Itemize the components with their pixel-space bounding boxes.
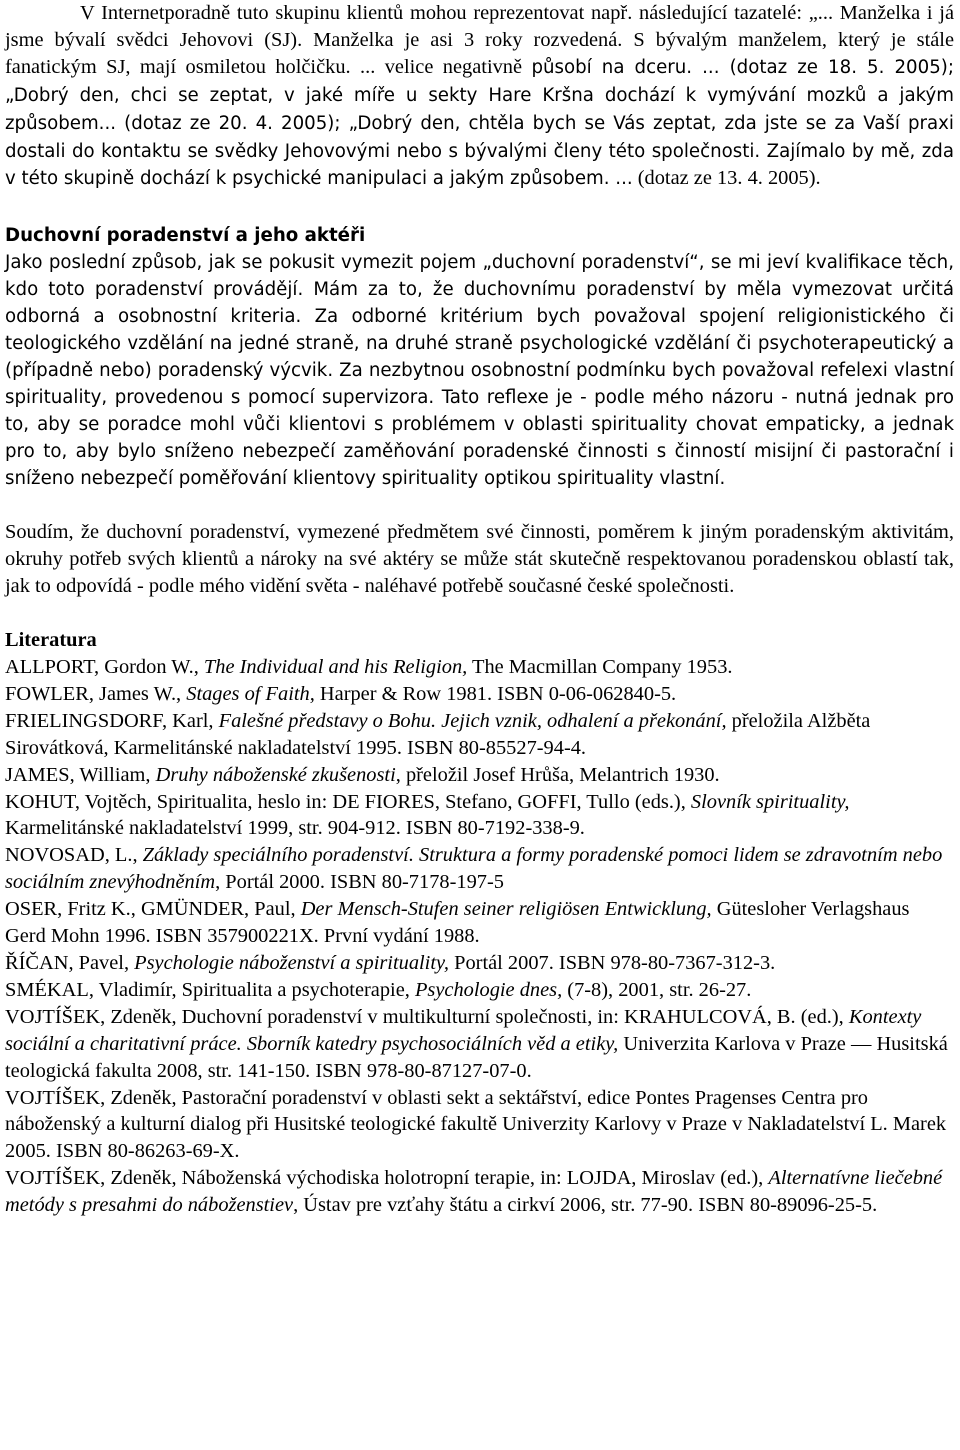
spacer	[5, 193, 954, 223]
reference-title: Druhy náboženské zkušenosti	[155, 763, 396, 786]
reference-details: Portál 2007. ISBN 978-80-7367-312-3.	[449, 952, 776, 974]
reference-authors: ŘÍČAN, Pavel,	[5, 952, 135, 974]
reference-authors: VOJTÍŠEK, Zdeněk, Duchovní poradenství v multikulturní společnosti, in: KRAHULCOVÁ, B. (ed.),	[5, 1005, 849, 1028]
reference-details: Gütesloher Verlagshaus Gerd Mohn 1996. ISBN 357900221X. První vydání 1988.	[5, 898, 910, 948]
reference-title: Základy speciálního poradenství. Struktura a formy poradenské pomoci lidem se zdravotním nebo sociálním znevýhodněním	[5, 844, 943, 894]
reference-title: Psychologie náboženství a spirituality,	[134, 952, 450, 974]
reference-details: , přeložil Josef Hrůša, Melantrich 1930.	[395, 763, 720, 786]
reference-item	[5, 896, 954, 950]
reference-authors: VOJTÍŠEK, Zdeněk, Náboženská východiska holotropní terapie, in: LOJDA, Miroslav (ed.),	[5, 1167, 769, 1190]
section-paragraph-2-text: Soudím, že duchovní poradenství, vymezené předmětem své činnosti, poměrem k jiným poradenským aktivitám, okruhy potřeb svých klientů a nároky na své aktéry se může stát skutečně respektovanou poradenskou oblastí tak, jak to odpovídá - podle mého vidění světa - naléhavé potřebě současné české společnosti.	[5, 521, 954, 598]
reference-title: Psychologie dnes,	[414, 978, 563, 1001]
intro-part-4: (dotaz ze 20. 4. 2005); „Dobrý den, chtěla bych se Vás zeptat, zda jste se za Vaší praxi dostali do kontaktu se svědky Jehovovými nebo s bývalými členy této společnosti. Zajímalo by mě, zda v této skupině dochází k psychické manipulaci a jakým způsobem. ...	[5, 112, 954, 190]
reference-item	[5, 789, 954, 843]
reference-item	[5, 977, 954, 1004]
reference-title: Kontexty sociální a charitativní práce. Sborník katedry psychosociálních věd a etiky,	[5, 1005, 922, 1055]
intro-part-2: působí na dceru. ...	[531, 56, 720, 78]
intro-paragraph	[5, 0, 954, 193]
reference-item	[5, 1165, 954, 1219]
section-paragraph-1-text: Jako poslední způsob, jak se pokusit vymezit pojem „duchovní poradenství“, se mi jeví kvalifikace těch, kdo toto poradenství provádějí. Mám za to, že duchovnímu poradenství by měla vymezovat určitá odborná a osobnostní kriteria. Za odborné kritérium bych považoval spojení religionistického či teologického vzdělání na jedné straně, na druhé straně psychologické vzdělání či psychoterapeutický a (případně nebo) poradenský výcvik. Za nezbytnou osobnostní podmínku bych považoval refelexi vlastní spirituality, provedenou s pomocí supervizora. Tato reflexe je - podle mého názoru - nutná jednak pro to, aby se poradce mohl vůči klientovi s problémem v oblasti spirituality chovat empaticky, a jednak pro to, aby bylo sníženo nebezpečí zaměňování poradenské činnosti s činností misijní či pastorační i sníženo nebezpečí poměřování klientovy spirituality optikou spirituality vlastní.	[5, 252, 954, 489]
reference-authors: VOJTÍŠEK, Zdeněk, Pastorační poradenství v oblasti sekt a sektářství, edice Pontes Pragenses Centra pro náboženský a kulturní dialog při Husitské teologické fakultě Univerzity Karlovy v Praze v Nakladatelství L. Marek 2005. ISBN 80-86263-69-X.	[5, 1086, 947, 1163]
spacer	[5, 492, 954, 519]
reference-title: Alternatívne liečebné metódy s presahmi do náboženstiev	[5, 1167, 943, 1217]
reference-details: The Macmillan Company 1953.	[467, 656, 733, 679]
reference-details: (7-8), 2001, str. 26-27.	[562, 978, 752, 1001]
reference-item	[5, 762, 954, 789]
reference-item	[5, 681, 954, 708]
reference-item	[5, 842, 954, 896]
reference-authors: OSER, Fritz K., GMÜNDER, Paul,	[5, 898, 301, 921]
reference-details: Karmelitánské nakladatelství 1999, str. 904-912. ISBN 80-7192-338-9.	[5, 817, 585, 840]
reference-item	[5, 1004, 954, 1085]
reference-authors: KOHUT, Vojtěch, Spiritualita, heslo in: DE FIORES, Stefano, GOFFI, Tullo (eds.),	[5, 790, 691, 813]
reference-item	[5, 1085, 954, 1166]
reference-title: Falešné představy o Bohu. Jejich vznik, odhalení a překonání,	[218, 709, 727, 732]
reference-details: , Portál 2000. ISBN 80-7178-197-5	[215, 871, 504, 894]
reference-authors: ALLPORT, Gordon W.,	[5, 656, 204, 679]
reference-title: Slovník spirituality,	[690, 790, 850, 813]
reference-list	[5, 654, 954, 1219]
intro-part-3: (dotaz ze 18. 5. 2005); „Dobrý den, chci se zeptat, v jaké míře u sekty Hare Kršna dochází k vymývání mozků a jakým způsobem...	[5, 56, 954, 134]
section-heading: Duchovní poradenství a jeho aktéři	[5, 225, 366, 247]
reference-authors: NOVOSAD, L.,	[5, 844, 143, 867]
reference-item	[5, 654, 954, 681]
reference-details: přeložila Alžběta Sirovátková, Karmelitánské nakladatelství 1995. ISBN 80-85527-94-4.	[5, 709, 871, 759]
reference-title: The Individual and his Religion,	[203, 656, 468, 679]
reference-title: Stages of Faith,	[186, 682, 315, 705]
reference-details: Harper & Row 1981. ISBN 0-06-062840-5.	[314, 682, 677, 705]
reference-authors: SMÉKAL, Vladimír, Spiritualita a psychoterapie,	[5, 978, 415, 1001]
intro-part-5: (dotaz ze 13. 4. 2005).	[632, 167, 821, 190]
reference-authors: FOWLER, James W.,	[5, 682, 187, 705]
reference-authors: FRIELINGSDORF, Karl,	[5, 709, 219, 732]
literature-heading: Literatura	[5, 629, 97, 652]
reference-title: Der Mensch-Stufen seiner religiösen Entwicklung,	[300, 898, 712, 921]
intro-part-1: V Internetporadně tuto skupinu klientů mohou reprezentovat např. následující tazatelé: „... Manželka i já jsme bývalí svědci Jehovovi (SJ). Manželka je asi 3 roky rozvedená. S bývalým manželem, který je stále fanatickým SJ, mají osmiletou holčičku. ... velice negativně	[5, 2, 954, 78]
reference-item	[5, 950, 954, 977]
spacer	[5, 600, 954, 627]
reference-item	[5, 708, 954, 762]
section-paragraph-2	[5, 519, 954, 600]
section-paragraph-1	[5, 250, 954, 492]
reference-authors: JAMES, William,	[5, 763, 156, 786]
reference-details: Univerzita Karlova v Praze — Husitská teologická fakulta 2008, str. 141-150. ISBN 978-80-87127-07-0.	[5, 1032, 948, 1082]
reference-details: , Ústav pre vzťahy štátu a cirkví 2006, str. 77-90. ISBN 80-89096-25-5.	[293, 1194, 878, 1217]
